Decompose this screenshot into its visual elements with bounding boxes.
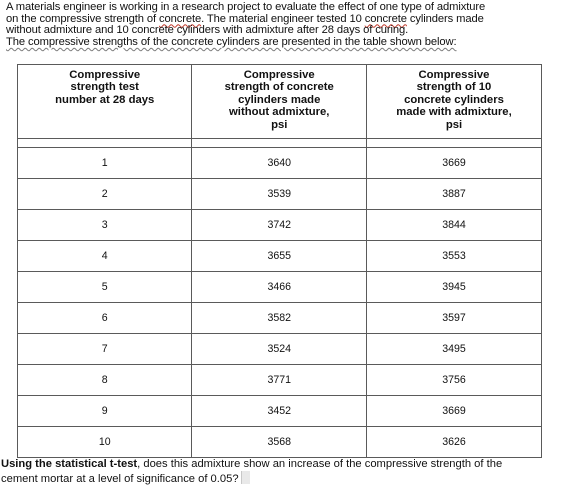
cell-test-number: 3 [18, 210, 192, 241]
cell-without-admixture: 3466 [192, 272, 366, 303]
cell-test-number: 9 [18, 396, 192, 427]
question-line-2 [1, 471, 567, 486]
cell-test-number: 5 [18, 272, 192, 303]
cell-with-admixture: 3495 [366, 334, 541, 365]
header-line: Compressive [418, 69, 490, 81]
header-line: concrete cylinders [404, 93, 504, 106]
cell-without-admixture: 3524 [192, 334, 366, 365]
compressive-strength-table [17, 64, 542, 458]
cell-with-admixture: 3626 [366, 427, 541, 458]
cell-without-admixture: 3771 [192, 365, 366, 396]
table-row [18, 148, 542, 179]
cell-test-number: 8 [18, 365, 192, 396]
header-line: Compressive [69, 69, 141, 81]
cell-test-number: 6 [18, 303, 192, 334]
header-with-admixture [366, 65, 541, 139]
cell-with-admixture: 3669 [366, 396, 541, 427]
header-line: number at 28 days [55, 93, 155, 106]
spellcheck-word: concrete [159, 12, 202, 25]
question-text [1, 458, 567, 486]
cell-with-admixture: 3945 [366, 272, 541, 303]
cell-with-admixture: 3887 [366, 179, 541, 210]
header-line: cylinders made [238, 93, 321, 106]
cell-with-admixture: 3844 [366, 210, 541, 241]
header-test-number [18, 65, 192, 139]
spacer-row [18, 139, 542, 148]
header-line: strength test [70, 81, 139, 94]
cell-test-number: 4 [18, 241, 192, 272]
intro-line-2-part-c: . The material engineer tested 10 [201, 12, 365, 25]
cell-without-admixture: 3655 [192, 241, 366, 272]
table-row [18, 179, 542, 210]
header-line: made with admixture, [396, 106, 512, 119]
question-bold: Using the statistical t-test [1, 458, 138, 470]
cell-with-admixture: 3756 [366, 365, 541, 396]
cell-without-admixture: 3582 [192, 303, 366, 334]
cell-without-admixture: 3742 [192, 210, 366, 241]
table-row [18, 272, 542, 303]
intro-line-3: without admixture and 10 concrete cylinders with admixture after 28 days of curing. [6, 24, 409, 37]
header-line: strength of 10 [416, 81, 492, 94]
header-line: strength of concrete [224, 81, 334, 94]
question-line-2-text: cement mortar at a level of significance of 0.05? [1, 473, 239, 485]
header-line: Compressive [243, 69, 315, 81]
intro-line-1: A materials engineer is working in a research project to evaluate the effect of one type of admixture [6, 1, 486, 13]
cell-test-number: 2 [18, 179, 192, 210]
intro-line-2-part-e: cylinders made [406, 12, 484, 25]
table-row [18, 241, 542, 272]
header-line: psi [271, 118, 288, 131]
table-row [18, 303, 542, 334]
cell-test-number: 10 [18, 427, 192, 458]
header-without-admixture [192, 65, 366, 139]
cell-test-number: 1 [18, 148, 192, 179]
table-row [18, 365, 542, 396]
table-row [18, 427, 542, 458]
text-cursor[interactable] [241, 471, 250, 484]
question-line-1 [1, 458, 567, 471]
header-line: psi [445, 118, 463, 131]
table-row [18, 210, 542, 241]
table-header-row [18, 65, 542, 139]
question-rest: , does this admixture show an increase of the compressive strength of the [137, 458, 503, 470]
table-row [18, 334, 542, 365]
spellcheck-word: concrete [364, 12, 407, 25]
cell-test-number: 7 [18, 334, 192, 365]
cell-without-admixture: 3452 [192, 396, 366, 427]
intro-line-4: The compressive strengths of the concrete cylinders are presented in the table shown below: [6, 35, 457, 48]
cell-with-admixture: 3597 [366, 303, 541, 334]
cell-without-admixture: 3539 [192, 179, 366, 210]
cell-with-admixture: 3669 [366, 148, 541, 179]
problem-statement [6, 2, 566, 48]
intro-line-2-part-a: on the compressive strength of [6, 12, 159, 25]
cell-with-admixture: 3553 [366, 241, 541, 272]
cell-without-admixture: 3640 [192, 148, 366, 179]
header-line: without admixture, [229, 106, 330, 119]
cell-without-admixture: 3568 [192, 427, 366, 458]
table-row [18, 396, 542, 427]
